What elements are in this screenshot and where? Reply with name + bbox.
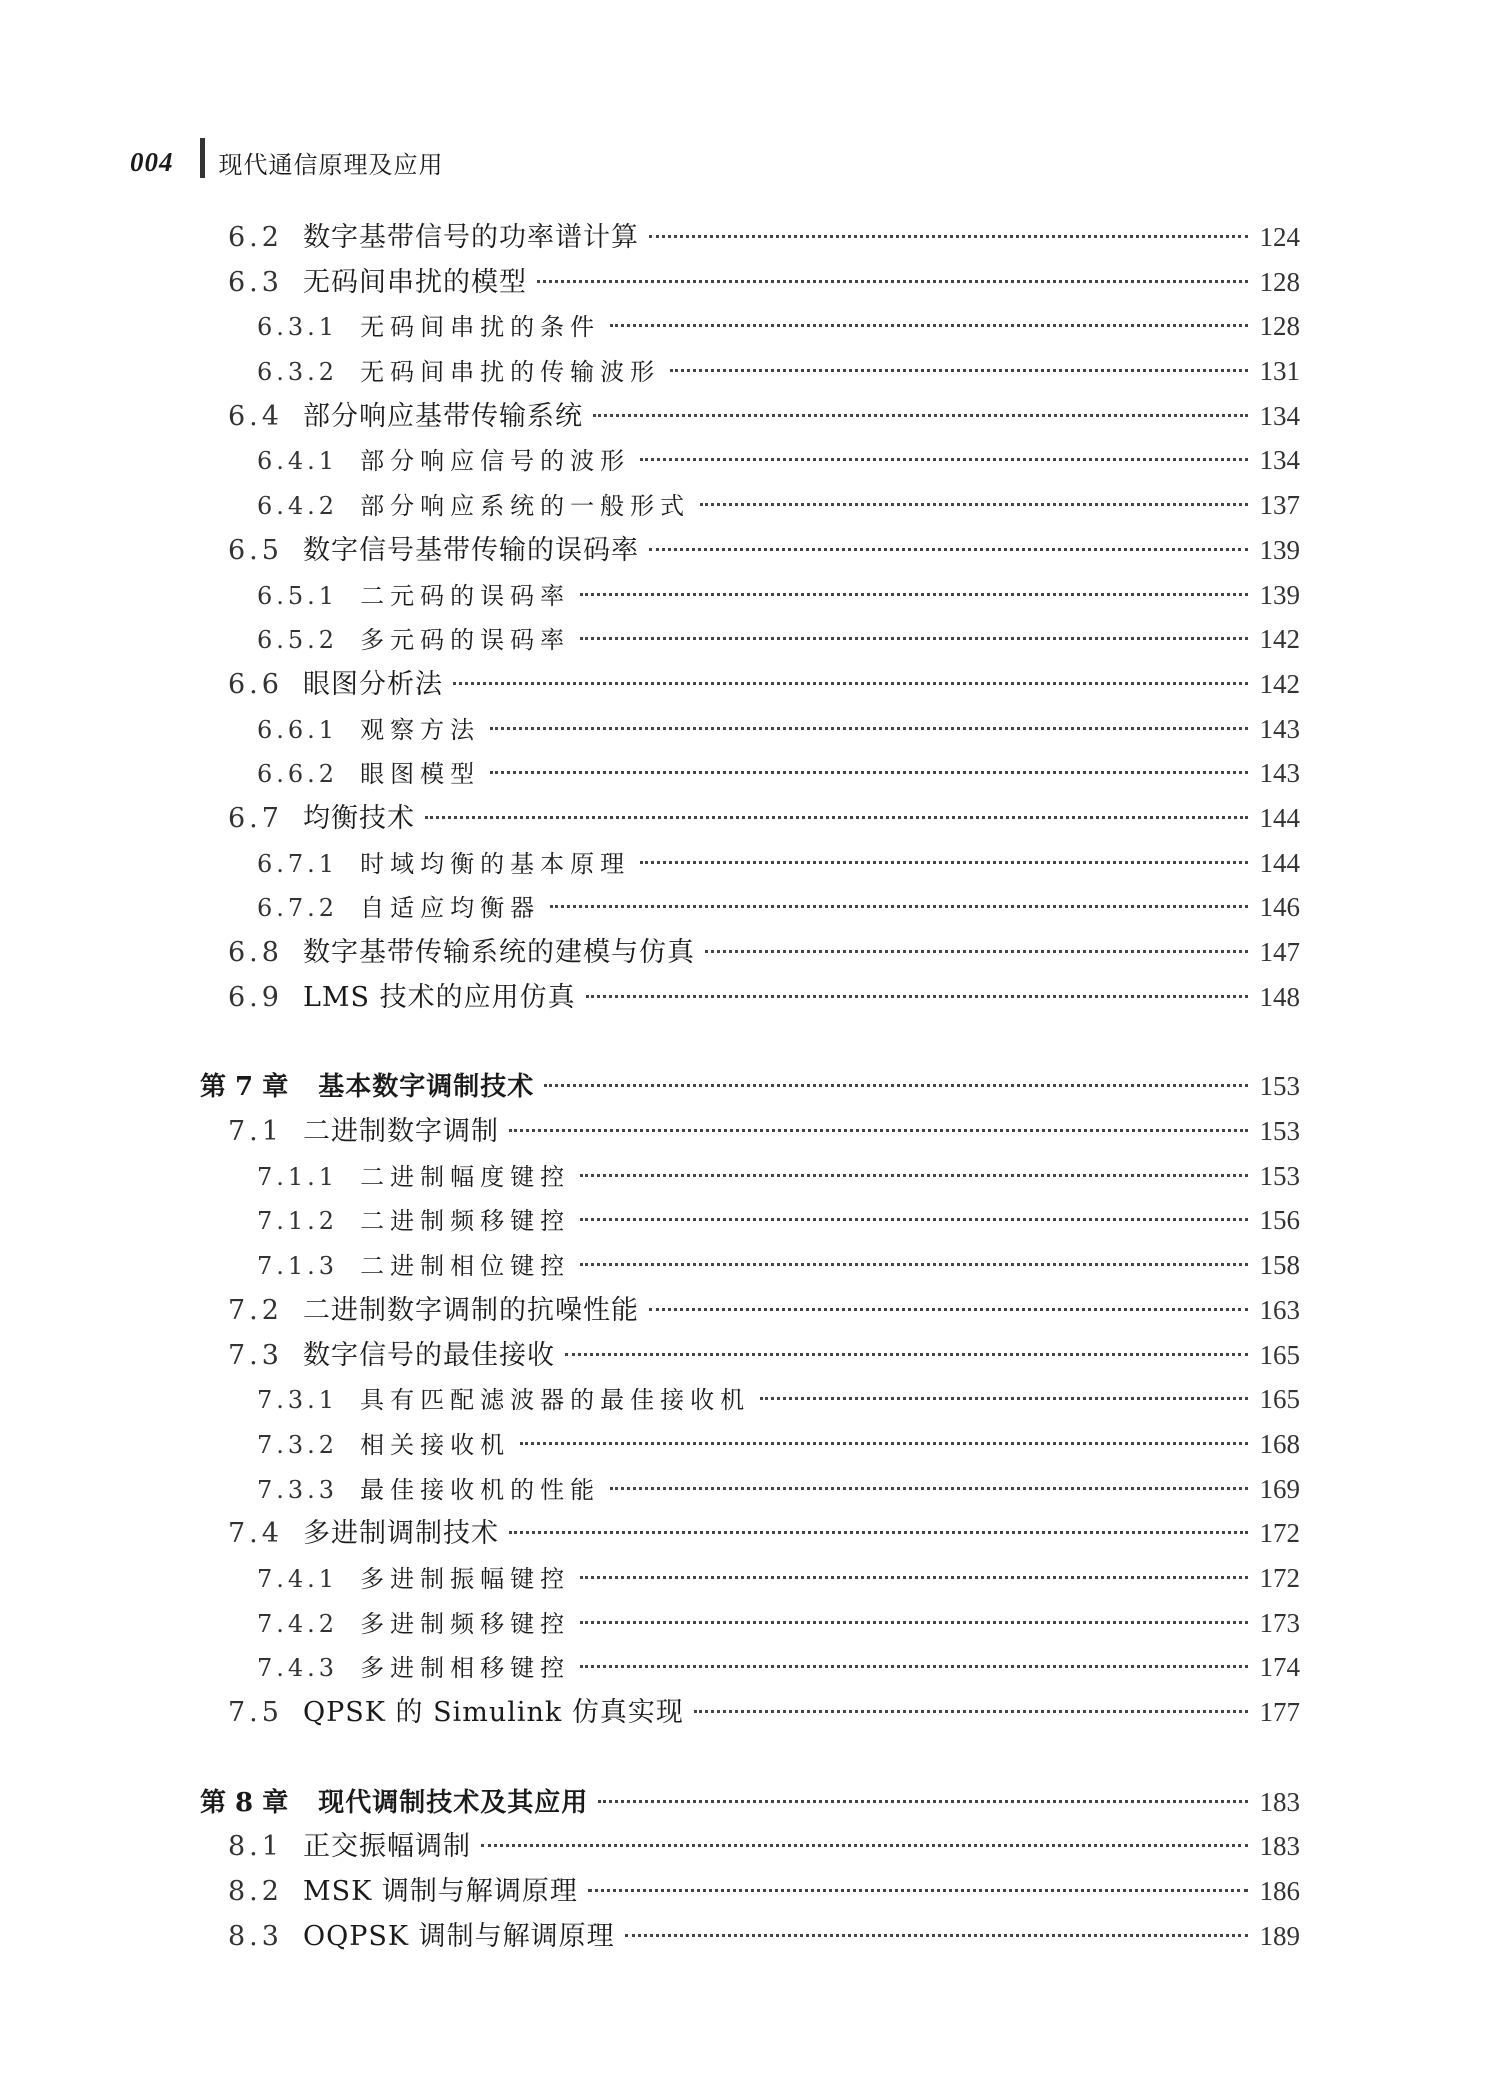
toc-entry-title: 数字信号基带传输的误码率 [302, 534, 639, 566]
toc-entry-page: 186 [1259, 1876, 1300, 1907]
toc-subsection-entry[interactable] [200, 349, 1300, 394]
toc-entry-title: 部分响应系统的一般形式 [360, 492, 691, 521]
dot-leader [598, 1800, 1248, 1803]
dot-leader [580, 1263, 1248, 1266]
toc-subsection-entry[interactable] [200, 1556, 1300, 1601]
toc-entry-number: 6.8 [228, 937, 283, 968]
dot-leader [565, 1353, 1248, 1356]
dot-leader [694, 1710, 1248, 1713]
dot-leader [580, 1174, 1248, 1177]
toc-entry-page: 142 [1259, 624, 1300, 655]
toc-entry-number: 6.3.2 [257, 358, 339, 387]
toc-subsection-entry[interactable] [200, 885, 1300, 930]
toc-entry-page: 174 [1259, 1652, 1300, 1683]
toc-entry-title: 数字基带传输系统的建模与仿真 [302, 937, 695, 968]
dot-leader [625, 1934, 1248, 1937]
toc-entry-number: 6.3 [228, 266, 283, 298]
dot-leader [580, 1621, 1248, 1624]
toc-entry-title: 无码间串扰的传输波形 [360, 358, 661, 387]
toc-entry-number: 第 8 章 [200, 1787, 289, 1818]
dot-leader [425, 816, 1248, 819]
toc-entry-title: 最佳接收机的性能 [360, 1475, 601, 1504]
toc-entry-number: 6.5.1 [257, 581, 339, 610]
page-header [130, 140, 444, 184]
toc-entry-title: 具有匹配滤波器的最佳接收机 [360, 1386, 751, 1415]
toc-entry-title: 多进制振幅键控 [360, 1564, 571, 1593]
toc-chapter-entry[interactable] [200, 1064, 1300, 1109]
toc-entry-number: 7.1 [228, 1116, 283, 1148]
toc-entry-page: 134 [1259, 445, 1300, 476]
dot-leader [490, 771, 1248, 774]
toc-subsection-entry[interactable] [200, 617, 1300, 662]
toc-section-entry[interactable] [200, 1690, 1300, 1735]
dot-leader [544, 1084, 1248, 1087]
toc-entry-page: 173 [1259, 1607, 1300, 1638]
toc-entry-page: 189 [1259, 1920, 1300, 1951]
toc-entry-number: 6.7.2 [257, 894, 339, 923]
toc-entry-number: 7.4 [228, 1518, 283, 1550]
dot-leader [509, 1129, 1248, 1132]
toc-entry-page: 144 [1259, 847, 1300, 878]
toc-subsection-entry[interactable] [200, 483, 1300, 528]
toc-entry-page: 144 [1259, 802, 1300, 833]
toc-subsection-entry[interactable] [200, 573, 1300, 618]
dot-leader [509, 1531, 1248, 1534]
toc-subsection-entry[interactable] [200, 304, 1300, 349]
toc-entry-title: 正交振幅调制 [302, 1831, 471, 1863]
dot-leader [453, 682, 1248, 685]
toc-entry-number: 7.3.3 [257, 1475, 339, 1504]
dot-leader [481, 1844, 1248, 1847]
toc-entry-number: 8.2 [228, 1876, 283, 1908]
toc-entry-number: 第 7 章 [200, 1072, 289, 1103]
toc-section-entry[interactable] [200, 1288, 1300, 1333]
dot-leader [640, 861, 1248, 864]
toc-entry-title: MSK 调制与解调原理 [302, 1876, 578, 1908]
toc-entry-number: 7.4.1 [257, 1564, 339, 1593]
toc-entry-title: 无码间串扰的条件 [360, 313, 601, 342]
toc-subsection-entry[interactable] [200, 1154, 1300, 1199]
toc-entry-page: 147 [1259, 937, 1300, 967]
toc-entry-page: 142 [1259, 668, 1300, 699]
dot-leader [588, 1889, 1248, 1892]
toc-entry-title: 部分响应基带传输系统 [302, 400, 583, 432]
toc-section-entry[interactable] [200, 394, 1300, 439]
toc-entry-number: 6.7 [228, 802, 283, 834]
toc-section-entry[interactable] [200, 930, 1300, 975]
toc-entry-title: 二进制数字调制的抗噪性能 [302, 1294, 639, 1326]
dot-leader [610, 324, 1248, 327]
toc-subsection-entry[interactable] [200, 751, 1300, 796]
toc-entry-number: 7.1.2 [257, 1207, 339, 1236]
toc-entry-page: 128 [1259, 266, 1300, 297]
page-number: 004 [130, 146, 174, 177]
dot-leader [490, 727, 1248, 730]
toc-subsection-entry[interactable] [200, 1243, 1300, 1288]
toc-entry-title: 多元码的误码率 [360, 626, 571, 655]
dot-leader [520, 1442, 1248, 1445]
toc-entry-number: 7.4.2 [257, 1609, 339, 1638]
dot-leader [586, 995, 1248, 998]
toc-entry-title: 部分响应信号的波形 [360, 447, 631, 476]
toc-section-entry[interactable] [200, 1824, 1300, 1869]
toc-subsection-entry[interactable] [200, 841, 1300, 886]
toc-section-entry[interactable] [200, 796, 1300, 841]
toc-entry-title: 二元码的误码率 [360, 581, 571, 610]
toc-entry-number: 6.4.1 [257, 447, 339, 476]
dot-leader [580, 637, 1248, 640]
toc-section-entry[interactable] [200, 1511, 1300, 1556]
toc-section-entry[interactable] [200, 1914, 1300, 1959]
toc-section-entry[interactable] [200, 215, 1300, 260]
toc-entry-page: 153 [1259, 1160, 1300, 1191]
toc-entry-page: 143 [1259, 758, 1300, 789]
book-title: 现代通信原理及应用 [218, 150, 444, 179]
toc-subsection-entry[interactable] [200, 1377, 1300, 1422]
toc-entry-title: 基本数字调制技术 [318, 1072, 535, 1103]
toc-entry-number: 6.3.1 [257, 313, 339, 342]
toc-section-entry[interactable] [200, 260, 1300, 305]
toc-entry-page: 172 [1259, 1518, 1300, 1549]
toc-entry-page: 165 [1259, 1384, 1300, 1415]
toc-entry-number: 7.1.3 [257, 1252, 339, 1281]
dot-leader [670, 369, 1248, 372]
toc-entry-page: 148 [1259, 981, 1300, 1012]
toc-spacer [200, 1019, 1300, 1064]
toc-section-entry[interactable] [200, 662, 1300, 707]
toc-entry-number: 6.2 [228, 222, 283, 253]
toc-entry-title: 多进制调制技术 [302, 1518, 499, 1550]
toc-entry-number: 7.3.1 [257, 1386, 339, 1415]
header-divider [200, 138, 205, 178]
toc-entry-title: 数字信号的最佳接收 [302, 1339, 555, 1371]
toc-entry-page: 134 [1259, 400, 1300, 431]
dot-leader [537, 280, 1248, 283]
dot-leader [705, 950, 1248, 953]
table-of-contents [200, 215, 1300, 1958]
toc-entry-title: 二进制相位键控 [360, 1252, 571, 1281]
dot-leader [700, 503, 1248, 506]
toc-entry-title: QPSK 的 Simulink 仿真实现 [302, 1697, 684, 1728]
toc-subsection-entry[interactable] [200, 1645, 1300, 1690]
toc-spacer [200, 1735, 1300, 1780]
toc-entry-page: 169 [1259, 1473, 1300, 1504]
toc-entry-number: 7.3.2 [257, 1430, 339, 1459]
toc-entry-number: 7.2 [228, 1294, 283, 1326]
toc-entry-title: LMS 技术的应用仿真 [302, 981, 576, 1013]
toc-entry-page: 153 [1259, 1071, 1300, 1102]
dot-leader [610, 1487, 1248, 1490]
dot-leader [649, 235, 1248, 238]
toc-entry-title: 时域均衡的基本原理 [360, 849, 631, 878]
dot-leader [580, 593, 1248, 596]
toc-section-entry[interactable] [200, 528, 1300, 573]
toc-subsection-entry[interactable] [200, 438, 1300, 483]
dot-leader [649, 548, 1248, 551]
toc-entry-page: 137 [1259, 490, 1300, 521]
toc-subsection-entry[interactable] [200, 1467, 1300, 1512]
toc-entry-page: 124 [1259, 222, 1300, 252]
toc-entry-number: 8.3 [228, 1920, 283, 1952]
toc-entry-number: 6.5.2 [257, 626, 339, 655]
toc-entry-title: 均衡技术 [302, 802, 415, 834]
toc-entry-number: 6.5 [228, 534, 283, 566]
toc-entry-number: 7.5 [228, 1697, 283, 1728]
dot-leader [760, 1397, 1248, 1400]
toc-entry-page: 165 [1259, 1339, 1300, 1370]
dot-leader [580, 1576, 1248, 1579]
toc-entry-number: 8.1 [228, 1831, 283, 1863]
toc-entry-title: 二进制幅度键控 [360, 1162, 571, 1191]
toc-entry-number: 6.9 [228, 981, 283, 1013]
toc-entry-page: 158 [1259, 1250, 1300, 1281]
toc-section-entry[interactable] [200, 975, 1300, 1020]
toc-subsection-entry[interactable] [200, 1601, 1300, 1646]
toc-subsection-entry[interactable] [200, 1198, 1300, 1243]
toc-entry-page: 183 [1259, 1786, 1300, 1817]
toc-entry-number: 6.6 [228, 668, 283, 700]
toc-entry-page: 131 [1259, 356, 1300, 387]
toc-entry-title: OQPSK 调制与解调原理 [302, 1920, 615, 1952]
toc-section-entry[interactable] [200, 1869, 1300, 1914]
toc-entry-page: 177 [1259, 1697, 1300, 1727]
toc-entry-number: 6.4 [228, 400, 283, 432]
toc-entry-title: 二进制频移键控 [360, 1207, 571, 1236]
toc-entry-title: 多进制相移键控 [360, 1654, 571, 1683]
toc-entry-number: 6.7.1 [257, 849, 339, 878]
toc-subsection-entry[interactable] [200, 1422, 1300, 1467]
toc-entry-page: 153 [1259, 1116, 1300, 1147]
toc-entry-title: 眼图分析法 [302, 668, 443, 700]
toc-entry-page: 168 [1259, 1428, 1300, 1459]
toc-entry-page: 143 [1259, 713, 1300, 744]
toc-entry-page: 163 [1259, 1294, 1300, 1325]
dot-leader [580, 1665, 1248, 1668]
toc-entry-page: 172 [1259, 1562, 1300, 1593]
toc-entry-number: 6.6.1 [257, 715, 339, 744]
toc-entry-page: 139 [1259, 534, 1300, 565]
dot-leader [550, 905, 1248, 908]
toc-entry-number: 6.6.2 [257, 760, 339, 789]
toc-entry-page: 156 [1259, 1205, 1300, 1236]
toc-entry-title: 相关接收机 [360, 1430, 511, 1459]
toc-entry-title: 二进制数字调制 [302, 1116, 499, 1148]
dot-leader [580, 1218, 1248, 1221]
toc-entry-page: 183 [1259, 1831, 1300, 1862]
dot-leader [649, 1308, 1248, 1311]
dot-leader [640, 458, 1248, 461]
toc-entry-number: 7.1.1 [257, 1162, 339, 1191]
toc-entry-page: 139 [1259, 579, 1300, 610]
toc-entry-title: 多进制频移键控 [360, 1609, 571, 1638]
toc-section-entry[interactable] [200, 1109, 1300, 1154]
toc-entry-title: 眼图模型 [360, 760, 481, 789]
toc-entry-page: 128 [1259, 311, 1300, 342]
dot-leader [593, 414, 1248, 417]
toc-entry-number: 6.4.2 [257, 492, 339, 521]
toc-section-entry[interactable] [200, 1333, 1300, 1378]
toc-chapter-entry[interactable] [200, 1780, 1300, 1825]
toc-subsection-entry[interactable] [200, 707, 1300, 752]
toc-entry-title: 观察方法 [360, 715, 481, 744]
toc-entry-title: 现代调制技术及其应用 [318, 1787, 589, 1818]
toc-entry-number: 7.3 [228, 1339, 283, 1371]
toc-entry-page: 146 [1259, 892, 1300, 923]
toc-entry-title: 自适应均衡器 [360, 894, 541, 923]
toc-entry-title: 数字基带信号的功率谱计算 [302, 222, 639, 253]
toc-entry-number: 7.4.3 [257, 1654, 339, 1683]
toc-entry-title: 无码间串扰的模型 [302, 266, 527, 298]
